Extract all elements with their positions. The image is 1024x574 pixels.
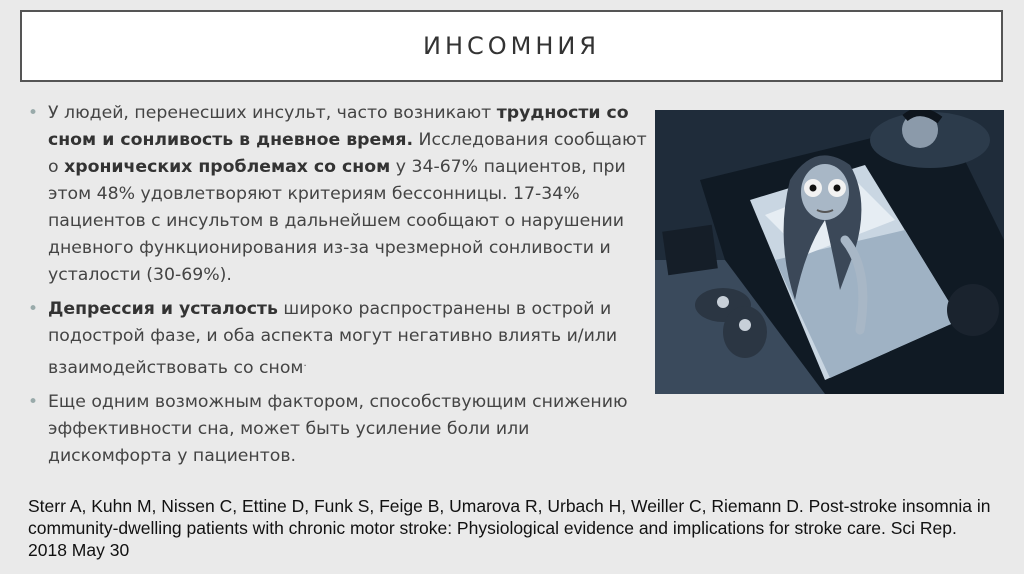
bullet-2-text-1: широко распространены в острой и подострой фазе, и оба аспекта могут негативно влиять и/или взаимодействовать со сном <box>48 299 618 378</box>
bullet-2-dot: . <box>303 358 307 369</box>
insomnia-illustration <box>655 110 1004 394</box>
bullet-1-text-3: у 34-67% пациентов, при этом 48% удовлетворяют критериям бессонницы. 17-34% пациентов с инсультом в дальнейшем сообщают о нарушении дневного функционирования из-за чрезмерной сонливости и усталости (30-69%). <box>48 157 626 285</box>
bullet-1-bold-2: хронических проблемах со сном <box>64 157 391 177</box>
bullet-3-text-1: Еще одним возможным фактором, способствующим снижению эффективности сна, может быть усиление боли или дискомфорта у пациентов. <box>48 391 628 466</box>
bullet-item-3 <box>28 389 648 470</box>
bullet-item-1 <box>28 100 648 289</box>
bullet-2-bold-1: Депрессия и усталость <box>48 299 278 319</box>
title-box <box>20 10 1003 82</box>
citation: Sterr A, Kuhn M, Nissen C, Ettine D, Funk S, Feige B, Umarova R, Urbach H, Weiller C, Riemann D. Post-stroke insomnia in community-dwelling patients with chronic motor stroke: Physiological evidence and implications for stroke care. Sci Rep. 2018 May 30 <box>28 496 991 560</box>
bullet-dot-icon: • <box>28 103 39 123</box>
bullet-list <box>28 100 648 477</box>
bullet-dot-icon: • <box>28 391 39 412</box>
bullet-1-bold-1: трудности со сном и сонливость в дневное время. <box>48 103 629 150</box>
slide-title: ИНСОМНИЯ <box>422 32 601 60</box>
illustration-svg <box>655 110 1004 394</box>
bullet-dot-icon: • <box>28 299 39 319</box>
bullet-item-2 <box>28 296 648 382</box>
bullet-1-text-2: Исследования сообщают о <box>48 130 647 177</box>
bullet-1-text-1: У людей, перенесших инсульт, часто возникают <box>48 103 497 123</box>
